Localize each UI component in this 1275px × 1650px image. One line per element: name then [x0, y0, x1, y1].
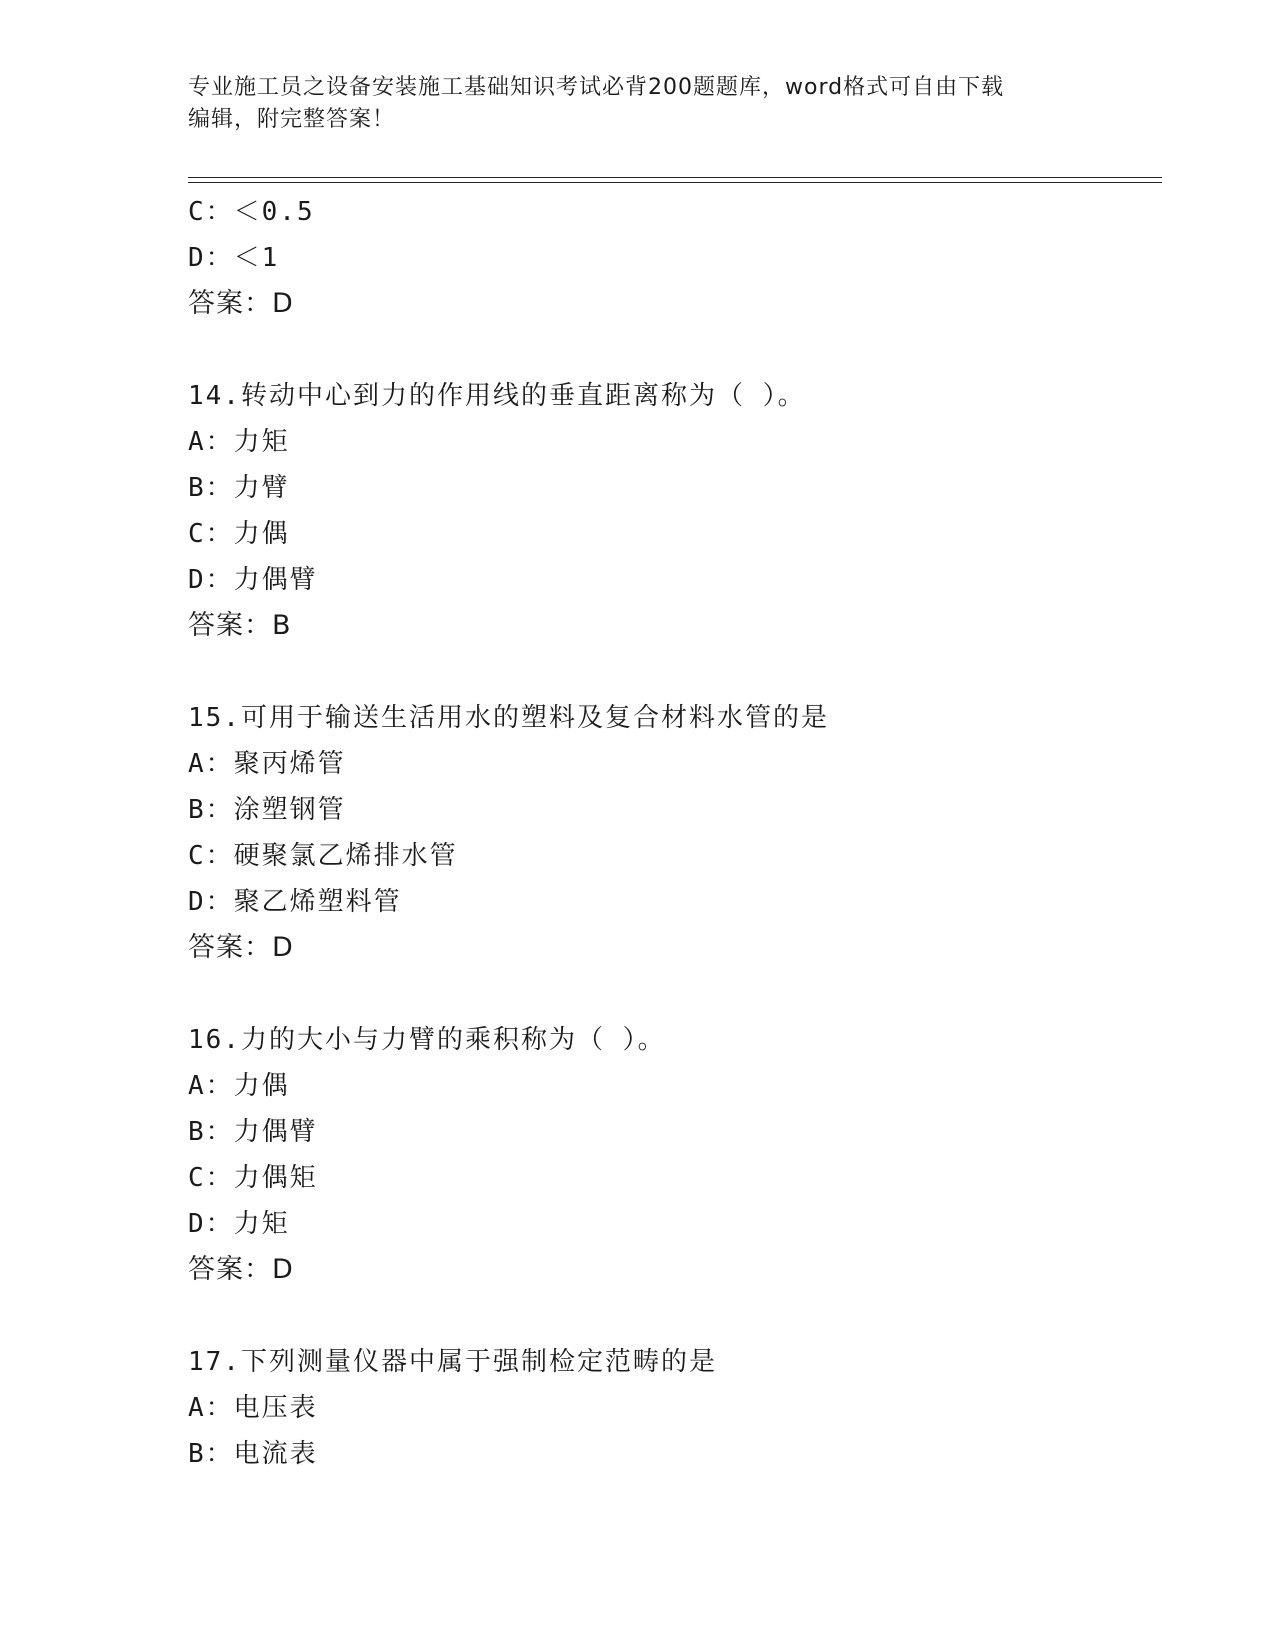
- q16-question: 16.力的大小与力臂的乘积称为（ ）。: [188, 1025, 666, 1055]
- spacer: [188, 649, 1148, 695]
- q14-option-a: A：力矩: [188, 427, 290, 457]
- q15-question: 15.可用于输送生活用水的塑料及复合材料水管的是: [188, 703, 829, 733]
- header-title-line-1: 专业施工员之设备安装施工基础知识考试必背200题题库，word格式可自由下载: [188, 75, 1005, 100]
- q15-option-d: D：聚乙烯塑料管: [188, 887, 402, 917]
- q15-option-b: B：涂塑钢管: [188, 795, 346, 825]
- header-divider-bottom: [188, 182, 1162, 183]
- q14-option-b: B：力臂: [188, 473, 290, 503]
- q14-answer: 答案：B: [188, 610, 292, 641]
- q16-option-a: A：力偶: [188, 1071, 290, 1101]
- q14-option-d: D：力偶臂: [188, 565, 318, 595]
- q16-option-b: B：力偶臂: [188, 1117, 318, 1147]
- q15-option-a: A：聚丙烯管: [188, 749, 346, 779]
- spacer: [188, 971, 1148, 1017]
- q17-question: 17.下列测量仪器中属于强制检定范畴的是: [188, 1347, 717, 1377]
- q14-option-c: C：力偶: [188, 519, 290, 549]
- spacer: [188, 327, 1148, 373]
- q16-answer: 答案：D: [188, 1254, 294, 1285]
- q17-option-b: B：电流表: [188, 1439, 318, 1469]
- spacer: [188, 1293, 1148, 1339]
- header-title-line-2: 编辑，附完整答案！: [188, 107, 396, 132]
- question-list: [188, 189, 1148, 1477]
- q13-option-d: D：＜1: [188, 243, 280, 273]
- q14-question: 14.转动中心到力的作用线的垂直距离称为（ ）。: [188, 381, 806, 411]
- q13-answer: 答案：D: [188, 288, 294, 319]
- header-divider-top: [188, 177, 1162, 178]
- q16-option-c: C：力偶矩: [188, 1163, 318, 1193]
- q16-option-d: D：力矩: [188, 1209, 290, 1239]
- document-header: [188, 72, 1088, 136]
- q15-answer: 答案：D: [188, 932, 294, 963]
- q13-option-c: C：＜0.5: [188, 197, 315, 227]
- q15-option-c: C：硬聚氯乙烯排水管: [188, 841, 458, 871]
- q17-option-a: A：电压表: [188, 1393, 318, 1423]
